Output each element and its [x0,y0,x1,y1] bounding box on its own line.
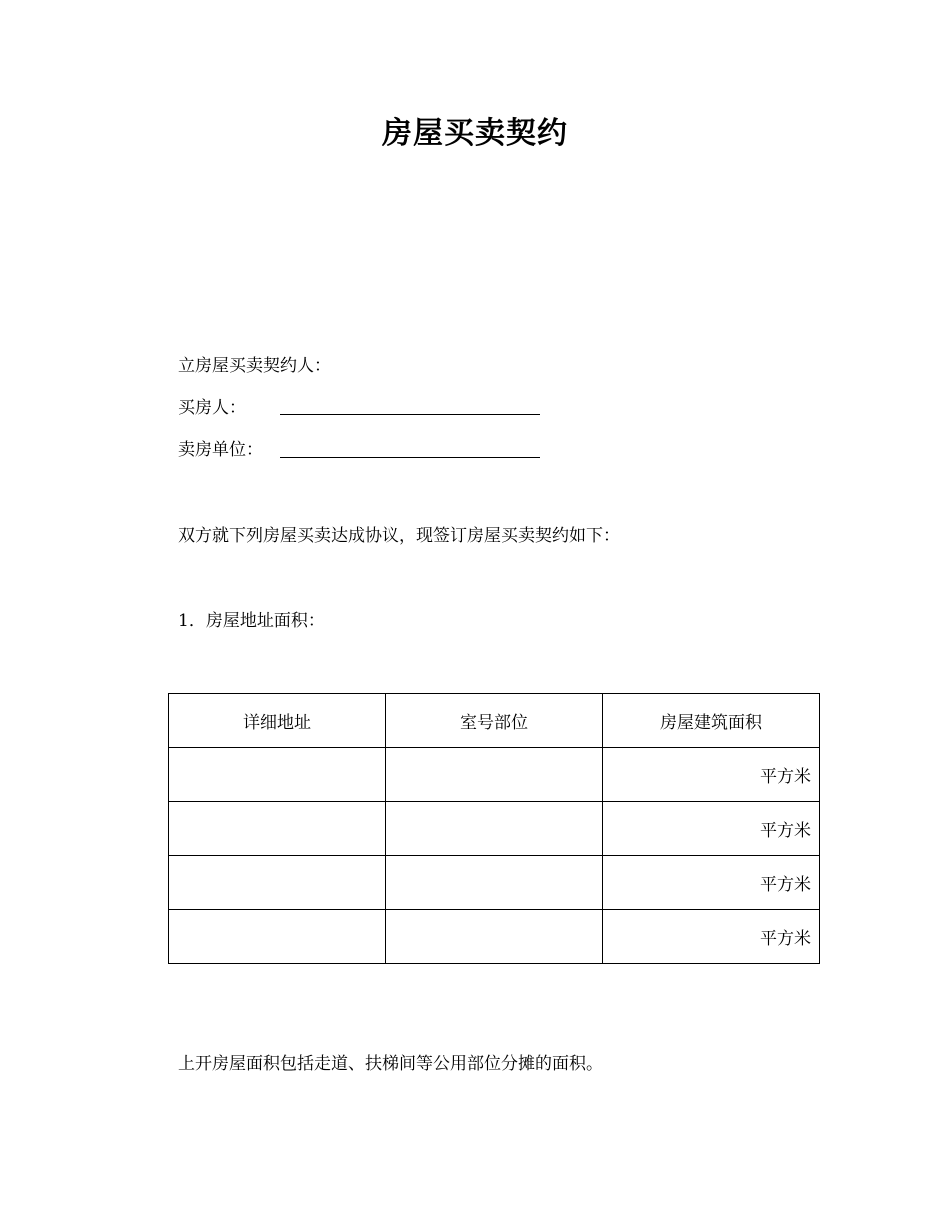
header-room: 室号部位 [386,694,603,748]
table-row [169,910,820,964]
seller-line [178,438,278,462]
seller-blank-field[interactable] [280,457,540,458]
area-unit-cell[interactable]: 平方米 [603,748,820,802]
buyer-blank-field[interactable] [280,414,540,415]
room-cell[interactable] [386,802,603,856]
area-unit-cell[interactable]: 平方米 [603,856,820,910]
agreement-intro: 双方就下列房屋买卖达成协议，现签订房屋买卖契约如下： [178,526,620,546]
table-row [169,802,820,856]
table-row [169,748,820,802]
room-cell[interactable] [386,856,603,910]
document-title: 房屋买卖契约 [382,116,568,151]
buyer-line [178,396,278,420]
table-header-row [169,694,820,748]
seller-label: 卖房单位： [178,440,263,460]
area-note: 上开房屋面积包括走道、扶梯间等公用部位分摊的面积。 [178,1054,603,1074]
buyer-label: 买房人： [178,398,246,418]
header-address: 详细地址 [169,694,386,748]
room-cell[interactable] [386,910,603,964]
address-cell[interactable] [169,910,386,964]
parties-intro: 立房屋买卖契约人： [178,356,331,376]
table-row [169,856,820,910]
address-cell[interactable] [169,748,386,802]
room-cell[interactable] [386,748,603,802]
address-cell[interactable] [169,802,386,856]
property-area-table [168,693,820,964]
header-area: 房屋建筑面积 [603,694,820,748]
area-unit-cell[interactable]: 平方米 [603,910,820,964]
address-cell[interactable] [169,856,386,910]
section1-heading: 1．房屋地址面积： [178,611,325,631]
area-unit-cell[interactable]: 平方米 [603,802,820,856]
